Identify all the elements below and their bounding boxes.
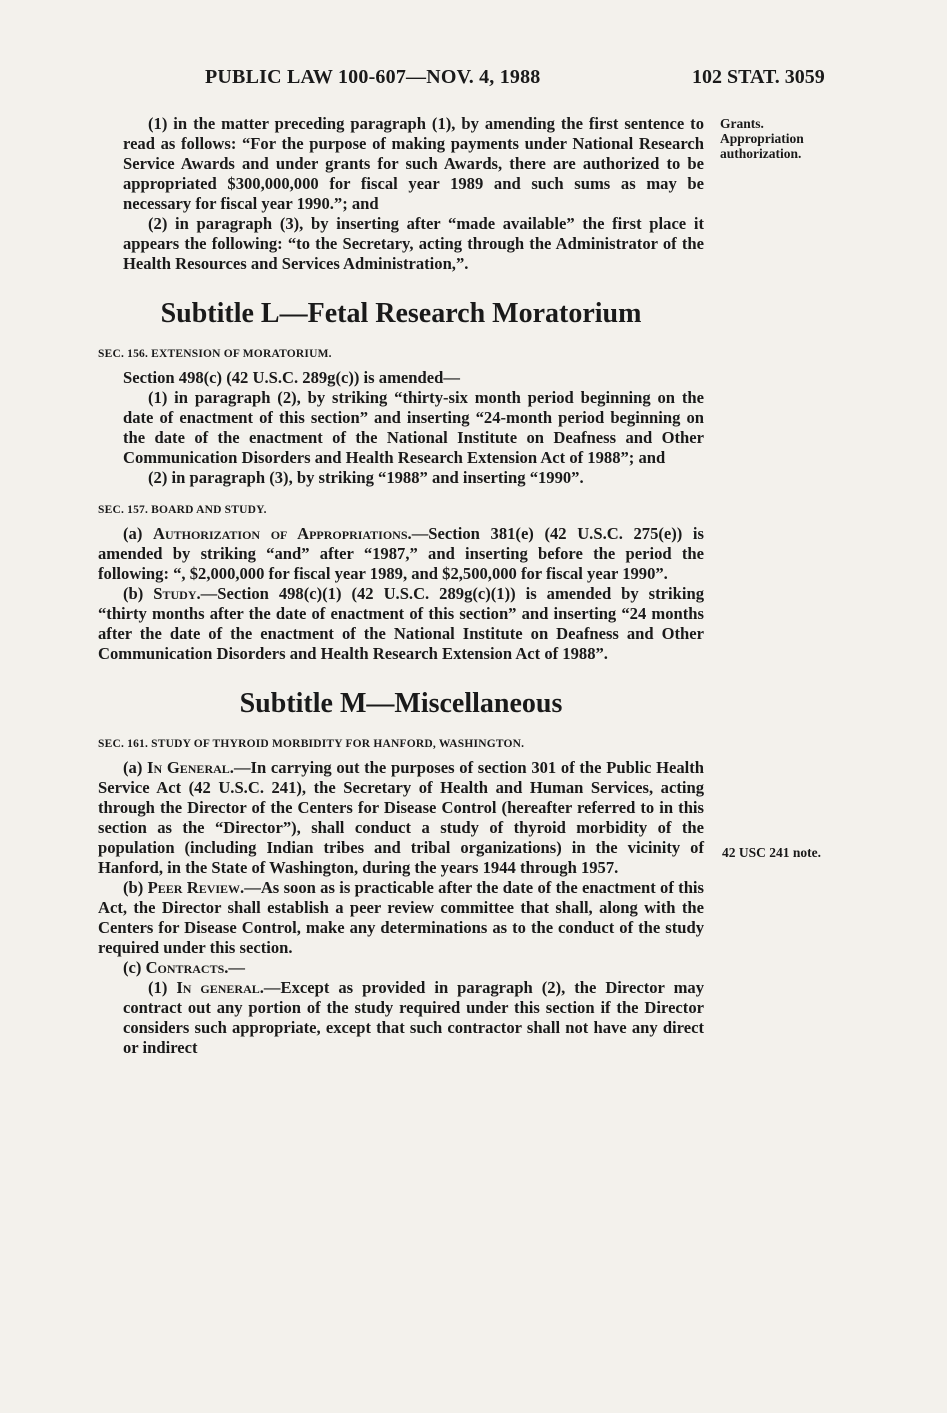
subsection-label: (a) xyxy=(123,524,153,543)
running-head-stat-page: 102 STAT. 3059 xyxy=(692,66,825,88)
sec-157-heading: SEC. 157. BOARD AND STUDY. xyxy=(98,504,267,516)
sec-156-paragraph-2: (2) in paragraph (3), by striking “1988” and inserting “1990”. xyxy=(148,468,584,487)
main-text-column xyxy=(98,114,704,1058)
subsection-label: (c) xyxy=(123,958,146,977)
subsection-label: (b) xyxy=(123,878,148,897)
subsection-label: (b) xyxy=(123,584,154,603)
paragraph-text: —Except as provided in paragraph (2), the Director may contract out any portion of the study required under this section if the Director considers such appropriate, except that such contractor shall not have any direct or indirect xyxy=(123,978,704,1057)
sec-161-subsection-b xyxy=(98,878,704,958)
sec-156-paragraph-1: (1) in paragraph (2), by striking “thirty-six month period beginning on the date of enactment of this section” and inserting “24-month period beginning on the date of the enactment of the National Institute on Deafness and Other Communication Disorders and Health Research Extension Act of 1988”; and xyxy=(123,388,704,467)
margin-note-line: Grants. xyxy=(720,116,764,131)
margin-note-line: Appropriation xyxy=(720,131,804,146)
running-head-title: PUBLIC LAW 100-607—NOV. 4, 1988 xyxy=(205,66,541,88)
amendment-paragraph-1: (1) in the matter preceding paragraph (1), by amending the first sentence to read as follows: “For the purpose of making payments under National Research Service Awards and under grants for such Awards, there are authorized to be appropriated $300,000,000 for fiscal year 1989 and such sums as may be necessary for fiscal year 1990.”; and xyxy=(123,114,704,213)
sec-157-subsection-b xyxy=(98,584,704,664)
sec-161-subsection-c xyxy=(98,958,704,978)
subsection-caption: In General. xyxy=(147,758,234,777)
paragraph-caption: In general. xyxy=(176,978,264,997)
paragraph-label: (1) xyxy=(148,978,177,997)
subsection-text: —Section 498(c)(1) (42 U.S.C. 289g(c)(1)) is amended by striking “thirty months after the date of enactment of this section” and inserting “24 months after the date of the enactment of the National Institute on Deafness and Other Communication Disorders and Health Research Extension Act of 1988”. xyxy=(98,584,705,663)
subtitle-m-heading: Subtitle M—Miscellaneous xyxy=(239,688,563,719)
subtitle-l-heading: Subtitle L—Fetal Research Moratorium xyxy=(160,298,642,329)
subsection-text: —In carrying out the purposes of section 301 of the Public Health Service Act (42 U.S.C. 241), the Secretary of Health and Human Services, acting through the Director of the Centers for Disease Control (hereafter referred to in this section as the “Director”), shall conduct a study of thyroid morbidity of the population (including Indian tribes and tribal organizations) in the vicinity of Hanford, in the State of Washington, during the years 1944 through 1957. xyxy=(98,758,705,877)
subsection-caption: Authorization of Appropriations. xyxy=(152,524,412,543)
sec-161-subsection-a xyxy=(98,758,704,878)
subsection-label: (a) xyxy=(123,758,148,777)
subsection-caption: Contracts. xyxy=(145,958,229,977)
sec-156-intro: Section 498(c) (42 U.S.C. 289g(c)) is amended— xyxy=(123,368,460,387)
subsection-text: — xyxy=(228,958,245,977)
sec-161-paragraph-c1 xyxy=(98,978,704,1058)
sec-161-heading: SEC. 161. STUDY OF THYROID MORBIDITY FOR HANFORD, WASHINGTON. xyxy=(98,738,525,750)
sec-156-heading: SEC. 156. EXTENSION OF MORATORIUM. xyxy=(98,348,332,360)
margin-note-grants xyxy=(720,116,804,161)
margin-note-line: authorization. xyxy=(720,146,802,161)
sec-157-subsection-a xyxy=(98,524,704,584)
subsection-text: —Section 381(e) (42 U.S.C. 275(e)) is amended by striking “and” after “1987,” and inserting before the period the following: “, $2,000,000 for fiscal year 1989, and $2,500,000 for fiscal year 1990”. xyxy=(98,524,704,583)
subsection-caption: Peer Review. xyxy=(147,878,245,897)
amendment-paragraph-2: (2) in paragraph (3), by inserting after “made available” the first place it appears the following: “to the Secretary, acting through the Administrator of the Health Resources and Services Administration,”. xyxy=(123,214,704,273)
subsection-caption: Study. xyxy=(153,584,201,603)
subsection-text: —As soon as is practicable after the date of the enactment of this Act, the Director shall establish a peer review committee that shall, along with the Centers for Disease Control, make any determinations as to the conduct of the study required under this section. xyxy=(98,878,705,957)
margin-note-usc: 42 USC 241 note. xyxy=(722,845,822,860)
